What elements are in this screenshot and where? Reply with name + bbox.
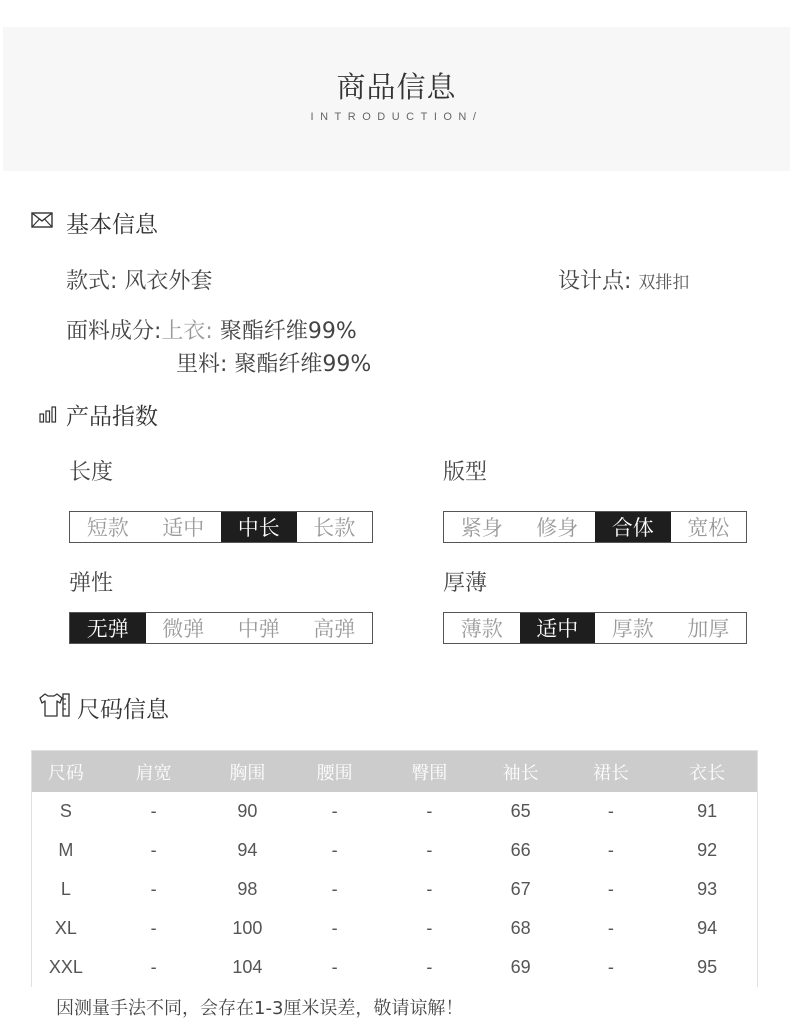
table-cell: - bbox=[331, 801, 338, 821]
table-cell: 100 bbox=[232, 918, 263, 938]
style-value: 风衣外套 bbox=[124, 269, 213, 294]
rating-option-0: 薄款 bbox=[460, 617, 503, 641]
elasticity-rating bbox=[69, 612, 373, 644]
rating-option-0: 紧身 bbox=[460, 516, 503, 540]
table-cell: 91 bbox=[697, 801, 718, 821]
lining-row bbox=[176, 347, 371, 378]
rating-option-3: 高弹 bbox=[313, 617, 356, 641]
thickness-rating bbox=[443, 612, 747, 644]
table-cell: 92 bbox=[697, 840, 718, 860]
outer-value: 聚酯纤维99% bbox=[219, 319, 357, 344]
design-label: 设计点: bbox=[558, 269, 632, 294]
table-row bbox=[32, 792, 757, 831]
rating-option-2: 中长 bbox=[221, 512, 297, 542]
column-header: 袖长 bbox=[502, 762, 539, 784]
table-cell: - bbox=[426, 801, 433, 821]
column-header: 衣长 bbox=[689, 762, 726, 784]
table-cell: - bbox=[426, 879, 433, 899]
table-cell: 67 bbox=[510, 879, 531, 899]
table-row bbox=[32, 948, 757, 987]
rating-option-0: 短款 bbox=[86, 516, 129, 540]
rating-option-3: 加厚 bbox=[687, 617, 730, 641]
lining-label: 里料: bbox=[176, 352, 228, 377]
column-header: 肩宽 bbox=[135, 762, 172, 784]
measurement-note: 因测量手法不同，会存在1-3厘米误差，敬请谅解！ bbox=[56, 998, 464, 1019]
rating-option-3: 宽松 bbox=[687, 516, 730, 540]
rating-option-1: 修身 bbox=[536, 516, 579, 540]
table-cell: 66 bbox=[510, 840, 531, 860]
length-rating bbox=[69, 511, 373, 543]
style-row bbox=[66, 264, 212, 295]
rating-option-2: 合体 bbox=[595, 512, 671, 542]
table-cell: - bbox=[426, 957, 433, 977]
lining-value: 聚酯纤维99% bbox=[234, 352, 372, 377]
table-cell: 65 bbox=[510, 801, 531, 821]
rating-option-2: 厚款 bbox=[611, 617, 654, 641]
elasticity-label: 弹性 bbox=[69, 571, 114, 596]
size-info-title: 尺码信息 bbox=[77, 697, 169, 723]
column-header: 裙长 bbox=[592, 762, 629, 784]
page-title: 商品信息 bbox=[336, 70, 457, 104]
table-cell: 93 bbox=[697, 879, 718, 899]
table-cell: 94 bbox=[697, 918, 718, 938]
page-header bbox=[3, 27, 790, 171]
rating-option-3: 长款 bbox=[313, 516, 356, 540]
table-cell: 90 bbox=[237, 801, 258, 821]
product-index-title: 产品指数 bbox=[66, 404, 158, 430]
table-cell: - bbox=[331, 918, 338, 938]
table-cell: 95 bbox=[697, 957, 718, 977]
table-cell: - bbox=[331, 840, 338, 860]
rating-option-1: 适中 bbox=[520, 613, 596, 643]
outer-label: 上衣: bbox=[161, 319, 213, 344]
design-value: 双排扣 bbox=[638, 273, 690, 293]
table-cell: - bbox=[150, 918, 157, 938]
table-cell: - bbox=[607, 840, 614, 860]
table-row bbox=[32, 870, 757, 909]
rating-option-1: 微弹 bbox=[162, 617, 205, 641]
envelope-icon bbox=[31, 212, 53, 228]
table-cell: - bbox=[331, 957, 338, 977]
table-cell: - bbox=[426, 840, 433, 860]
table-cell: L bbox=[60, 879, 71, 899]
page-subtitle: INTRODUCTION/ bbox=[310, 111, 483, 123]
table-cell: - bbox=[150, 801, 157, 821]
bar-chart-icon bbox=[39, 405, 57, 423]
table-cell: - bbox=[607, 801, 614, 821]
fit-label: 版型 bbox=[443, 460, 488, 485]
fabric-row bbox=[66, 314, 357, 345]
table-cell: 104 bbox=[232, 957, 263, 977]
table-cell: - bbox=[607, 957, 614, 977]
style-label: 款式: bbox=[66, 269, 118, 294]
table-cell: 94 bbox=[237, 840, 258, 860]
table-cell: M bbox=[58, 840, 74, 860]
fabric-label: 面料成分: bbox=[66, 319, 162, 344]
table-cell: - bbox=[426, 918, 433, 938]
column-header: 臀围 bbox=[411, 762, 448, 784]
column-header: 腰围 bbox=[316, 762, 353, 784]
table-cell: 69 bbox=[510, 957, 531, 977]
table-cell: - bbox=[607, 879, 614, 899]
table-cell: - bbox=[150, 840, 157, 860]
rating-option-2: 中弹 bbox=[237, 617, 280, 641]
size-table bbox=[31, 750, 758, 987]
column-header: 胸围 bbox=[229, 762, 266, 784]
table-cell: XXL bbox=[48, 957, 83, 977]
size-table-body bbox=[32, 792, 757, 987]
table-cell: 98 bbox=[237, 879, 258, 899]
shirt-ruler-icon bbox=[37, 692, 71, 718]
design-row bbox=[558, 264, 689, 295]
table-cell: - bbox=[150, 957, 157, 977]
rating-option-1: 适中 bbox=[162, 516, 205, 540]
length-label: 长度 bbox=[69, 460, 114, 485]
size-table-header bbox=[32, 751, 757, 792]
thickness-label: 厚薄 bbox=[443, 571, 488, 596]
table-cell: - bbox=[331, 879, 338, 899]
rating-option-0: 无弹 bbox=[70, 613, 146, 643]
fit-rating bbox=[443, 511, 747, 543]
column-header: 尺码 bbox=[47, 762, 84, 784]
table-cell: 68 bbox=[510, 918, 531, 938]
table-cell: S bbox=[59, 801, 72, 821]
table-row bbox=[32, 831, 757, 870]
table-cell: - bbox=[150, 879, 157, 899]
basic-info-title: 基本信息 bbox=[66, 212, 158, 238]
table-row bbox=[32, 909, 757, 948]
table-cell: - bbox=[607, 918, 614, 938]
table-cell: XL bbox=[54, 918, 77, 938]
